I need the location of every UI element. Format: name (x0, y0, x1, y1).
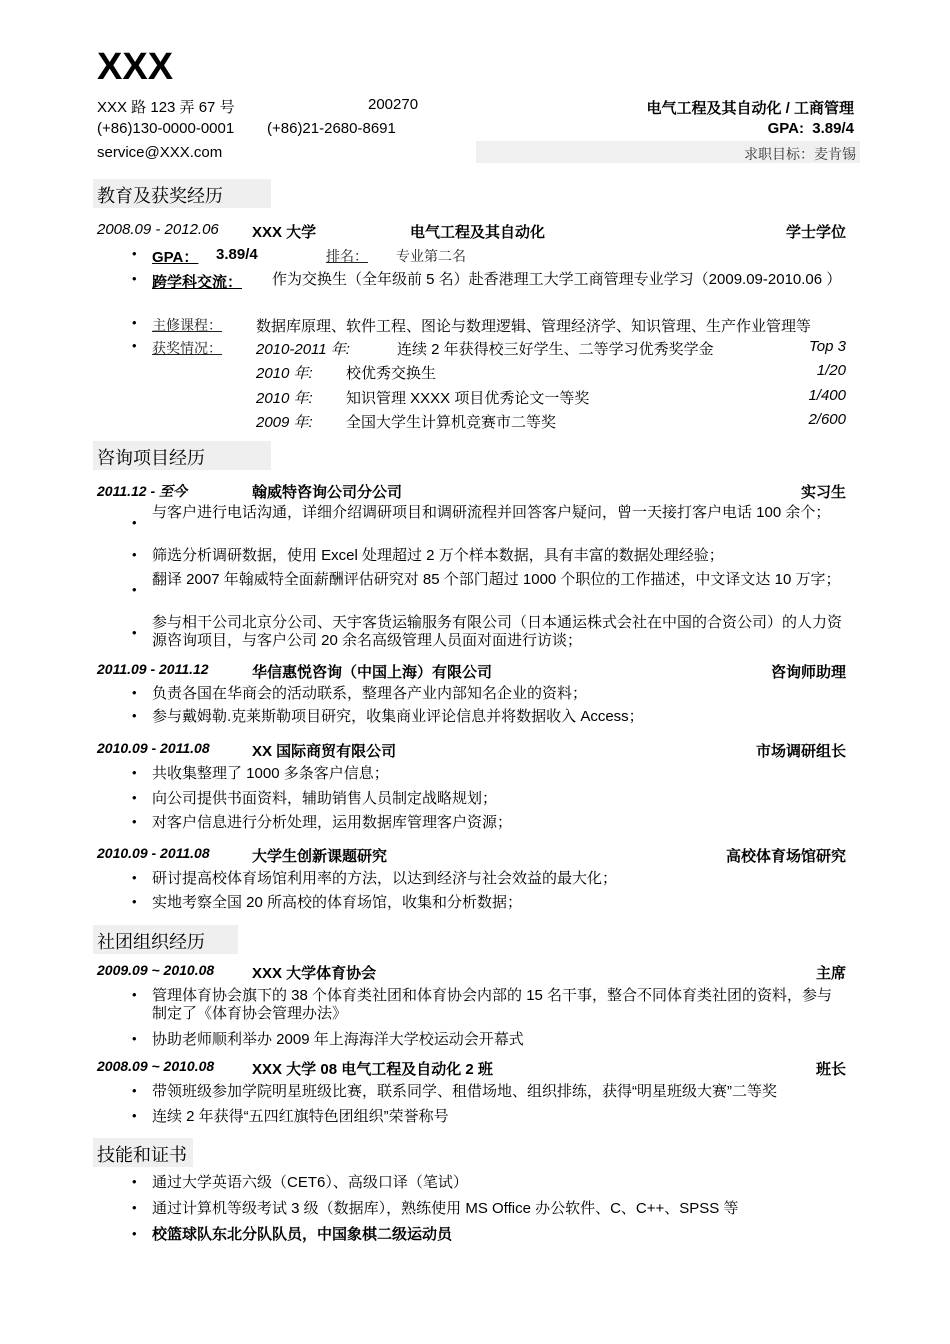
list-item-text: 筛选分析调研数据，使用 Excel 处理超过 2 万个样本数据，具有丰富的数据处理经验； (152, 547, 724, 564)
award-text: 连续 2 年获得校三好学生、二等学习优秀奖学金 (397, 341, 714, 358)
list-item-text: 实地考察全国 20 所高校的体育场馆，收集和分析数据； (152, 894, 523, 911)
award-rank: 2/600 (808, 411, 846, 428)
award-year: 2010 年: (256, 390, 313, 407)
resume-name: XXX (97, 46, 174, 88)
list-item-text: 共收集整理了 1000 多条客户信息； (152, 765, 389, 782)
list-item-text: 向公司提供书面资料，辅助销售人员制定战略规划； (152, 790, 498, 807)
bullet: • (132, 1083, 137, 1098)
exchange-text: 作为交换生（全年级前 5 名）赴香港理工大学工商管理专业学习（2009.09-2010.06 ） (272, 271, 842, 288)
job-role: 市场调研组长 (755, 743, 846, 760)
job-date: 2011.09 - 2011.12 (97, 661, 209, 677)
section-title-consulting: 咨询项目经历 (93, 441, 271, 470)
phone-landline: (+86)21-2680-8691 (267, 120, 396, 137)
education-date: 2008.09 - 2012.06 (97, 221, 219, 238)
job-date: 2011.12 - 至今 (97, 483, 188, 499)
list-item-text: 与客户进行电话沟通，详细介绍调研项目和调研流程并回答客户疑问，曾一天接打客户电话 100 余个； (152, 504, 831, 521)
bullet: • (132, 870, 137, 885)
gpa-header: GPA: 3.89/4 (767, 120, 854, 137)
award-year: 2009 年: (256, 414, 313, 431)
list-item-text: 连续 2 年获得“五四红旗特色团组织”荣誉称号 (152, 1108, 449, 1125)
list-item-text: 管理体育协会旗下的 38 个体育类社团和体育协会内部的 15 名干事，整合不同体育类社团的资料，参与制定了《体育协会管理办法》 (152, 987, 833, 1022)
bullet: • (132, 315, 137, 330)
rank-label: 排名： (326, 249, 368, 265)
award-rank: 1/20 (816, 362, 846, 379)
bullet: • (132, 1174, 137, 1189)
list-item-text: 研讨提高校体育场馆利用率的方法，以达到经济与社会效益的最大化； (152, 870, 618, 887)
award-year: 2010 年: (256, 365, 313, 382)
job-role: 高校体育场馆研究 (725, 848, 846, 865)
bullet: • (132, 582, 137, 597)
award-text: 知识管理 XXXX 项目优秀论文一等奖 (346, 390, 590, 407)
list-item (97, 571, 846, 607)
exchange-label: 跨学科交流： (152, 274, 243, 291)
degree: 学士学位 (785, 224, 846, 241)
bullet: • (132, 1226, 137, 1241)
section-title-skills: 技能和证书 (93, 1138, 193, 1167)
job-role: 咨询师助理 (770, 664, 846, 681)
bullet: • (132, 246, 137, 261)
job-org: XX 国际商贸有限公司 (252, 743, 397, 760)
bullet: • (132, 1200, 137, 1215)
bullet: • (132, 790, 137, 805)
list-item-text: 通过大学英语六级（CET6）、高级口译（笔试） (152, 1174, 468, 1191)
job-org: 华信惠悦咨询（中国上海）有限公司 (252, 664, 493, 681)
list-item (97, 614, 846, 650)
award-year: 2010-2011 年: (256, 341, 350, 358)
bullet: • (132, 271, 137, 286)
job-org: XXX 大学 08 电气工程及自动化 2 班 (252, 1061, 493, 1078)
job-role: 主席 (815, 965, 846, 982)
list-item-text: 带领班级参加学院明星班级比赛，联系同学、租借场地、组织排练，获得“明星班级大赛”二等奖 (152, 1083, 777, 1100)
award-rank: 1/400 (808, 387, 846, 404)
list-item-text: 对客户信息进行分析处理，运用数据库管理客户资源； (152, 814, 513, 831)
award-rank: Top 3 (809, 338, 846, 355)
bullet: • (132, 1108, 137, 1123)
bullet: • (132, 515, 137, 530)
bullet: • (132, 814, 137, 829)
gpa-label: GPA： (152, 249, 199, 266)
zip-code: 200270 (368, 96, 419, 113)
education-major: 电气工程及其自动化 (410, 224, 546, 241)
school-name: XXX 大学 (252, 224, 317, 241)
section-title-education: 教育及获奖经历 (93, 179, 271, 208)
list-item-text: 负责各国在华商会的活动联系，整理各产业内部知名企业的资料； (152, 685, 588, 702)
list-item-text: 校篮球队东北分队队员，中国象棋二级运动员 (152, 1226, 453, 1243)
bullet: • (132, 1031, 137, 1046)
award-text: 校优秀交换生 (346, 365, 437, 382)
section-title-clubs: 社团组织经历 (93, 925, 238, 954)
job-goal: 求职目标：麦肯锡 (744, 147, 856, 163)
gpa-value: 3.89/4 (216, 246, 258, 263)
job-date: 2008.09 ~ 2010.08 (97, 1058, 215, 1074)
job-date: 2010.09 - 2011.08 (97, 740, 210, 756)
list-item (97, 987, 846, 1023)
rank-value: 专业第二名 (396, 249, 466, 265)
job-org: 大学生创新课题研究 (252, 848, 388, 865)
award-text: 全国大学生计算机竞赛市二等奖 (346, 414, 557, 431)
address: XXX 路 123 弄 67 号 (97, 99, 235, 116)
bullet: • (132, 708, 137, 723)
email[interactable]: service@XXX.com (97, 144, 223, 161)
bullet: • (132, 338, 137, 353)
job-role: 班长 (815, 1061, 846, 1078)
list-item-text: 通过计算机等级考试 3 级（数据库），熟练使用 MS Office 办公软件、C、C++、SPSS 等 (152, 1200, 739, 1217)
list-item-text: 协助老师顺利举办 2009 年上海海洋大学校运动会开幕式 (152, 1031, 524, 1048)
bullet: • (132, 987, 137, 1002)
bullet: • (132, 625, 137, 640)
job-org: 翰威特咨询公司分公司 (252, 484, 403, 501)
job-role: 实习生 (800, 484, 846, 501)
bullet: • (132, 685, 137, 700)
list-item (97, 504, 846, 540)
courses-text: 数据库原理、软件工程、图论与数理逻辑、管理经济学、知识管理、生产作业管理等 (256, 318, 812, 335)
job-org: XXX 大学体育协会 (252, 965, 377, 982)
list-item-text: 参与戴姆勒.克莱斯勒项目研究，收集商业评论信息并将数据收入 Access； (152, 708, 644, 725)
bullet: • (132, 894, 137, 909)
awards-label: 获奖情况： (152, 341, 222, 357)
job-date: 2009.09 ~ 2010.08 (97, 962, 215, 978)
list-item-text: 翻译 2007 年翰威特全面薪酬评估研究对 85 个部门超过 1000 个职位的工作描述，中文译文达 10 万字； (152, 571, 841, 588)
courses-label: 主修课程： (152, 318, 222, 334)
bullet: • (132, 547, 137, 562)
list-item-text: 参与相干公司北京分公司、天宇客货运输服务有限公司（日本通运株式会社在中国的合资公司）的人力资源咨询项目，与客户公司 20 余名高级管理人员面对面进行访谈； (152, 614, 843, 649)
job-date: 2010.09 - 2011.08 (97, 845, 210, 861)
phone-mobile: (+86)130-0000-0001 (97, 120, 235, 137)
major-header: 电气工程及其自动化 / 工商管理 (646, 100, 854, 117)
bullet: • (132, 765, 137, 780)
